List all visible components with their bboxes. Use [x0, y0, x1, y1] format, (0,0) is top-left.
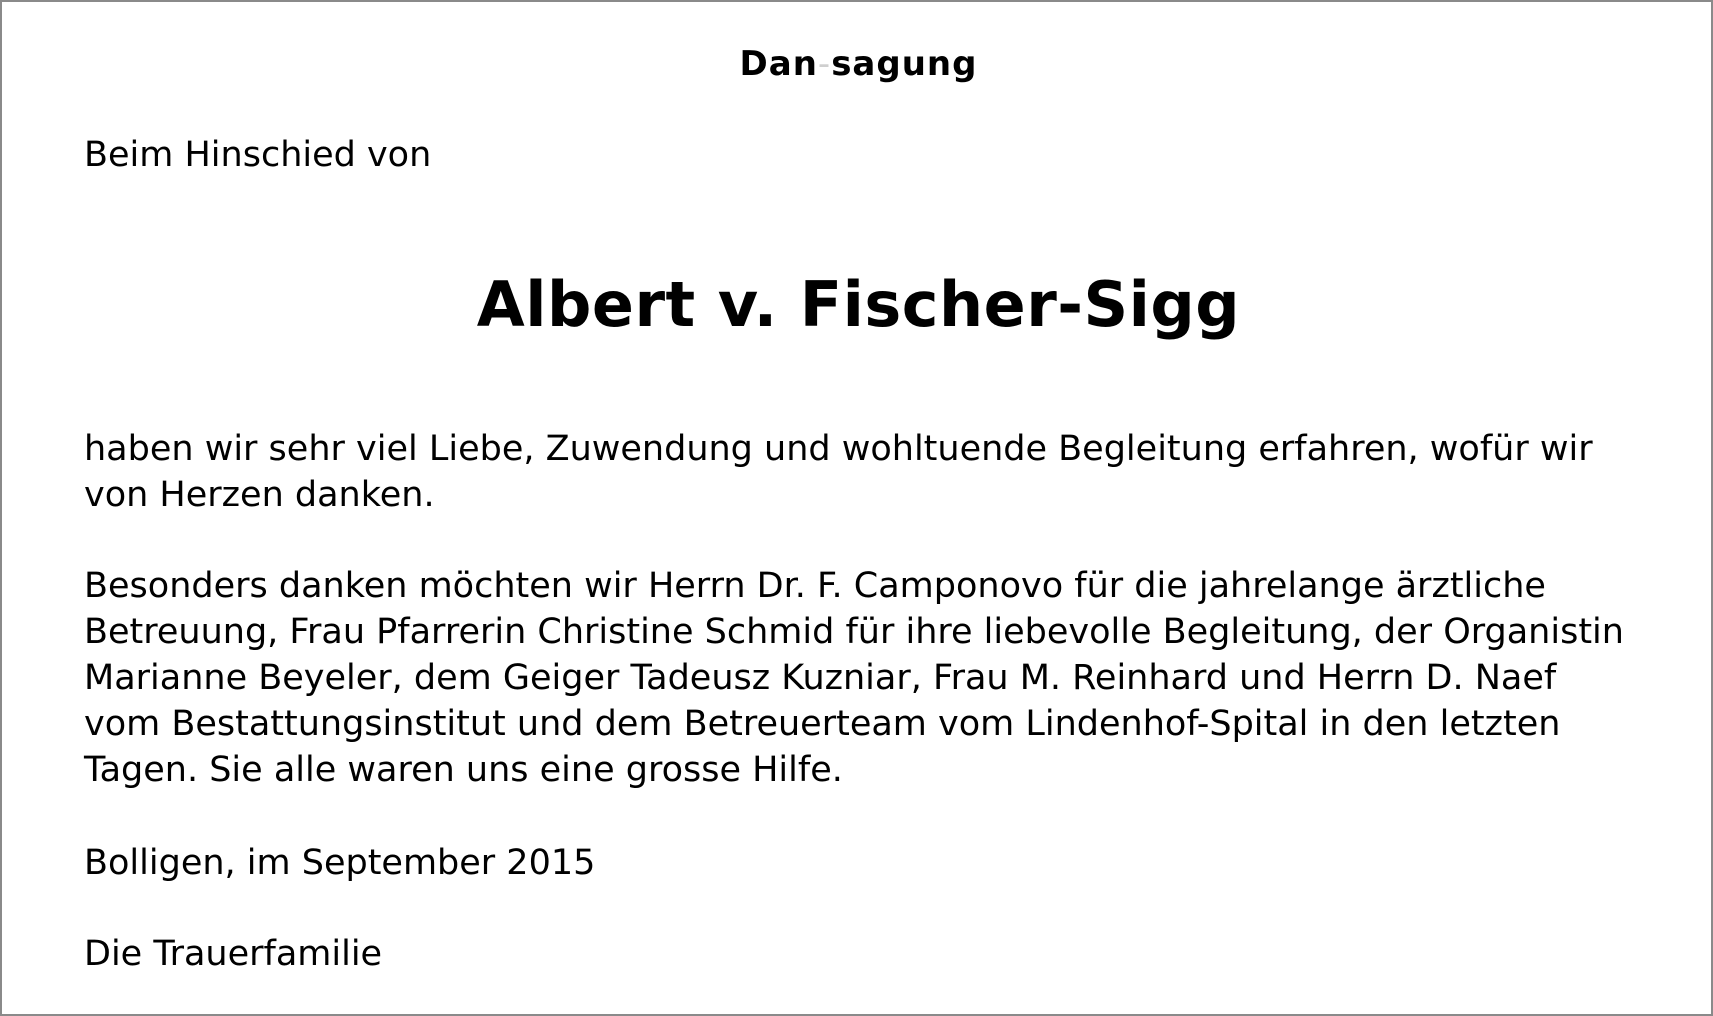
paragraph-1 [84, 426, 1593, 518]
heading-gap: - [817, 44, 832, 84]
deceased-name: Albert v. Fischer-Sigg [476, 268, 1241, 341]
intro-line: Beim Hinschied von [84, 135, 432, 175]
paragraph-2-line-4: vom Bestattungsinstitut und dem Betreuerteam vom Lindenhof-Spital in den letzten [84, 704, 1561, 744]
paragraph-2-line-2: Betreuung, Frau Pfarrerin Christine Schmid für ihre liebevolle Begleitung, der Organistin [84, 612, 1624, 652]
paragraph-1-line-2: von Herzen danken. [84, 475, 435, 515]
paragraph-2-line-1: Besonders danken möchten wir Herrn Dr. F. Camponovo für die jahrelange ärztliche [84, 566, 1546, 606]
paragraph-2-line-3: Marianne Beyeler, dem Geiger Tadeusz Kuzniar, Frau M. Reinhard und Herrn D. Naef [84, 658, 1557, 698]
paragraph-2-line-5: Tagen. Sie alle waren uns eine grosse Hilfe. [84, 750, 843, 790]
heading-part-1: Dan [739, 44, 818, 84]
place-date: Bolligen, im September 2015 [84, 843, 596, 883]
heading-part-2: sagung [831, 44, 978, 84]
document-heading [2, 44, 1713, 84]
paragraph-2 [84, 563, 1624, 793]
signature: Die Trauerfamilie [84, 934, 383, 974]
paragraph-1-line-1: haben wir sehr viel Liebe, Zuwendung und wohltuende Begleitung erfahren, wofür wir [84, 429, 1593, 469]
